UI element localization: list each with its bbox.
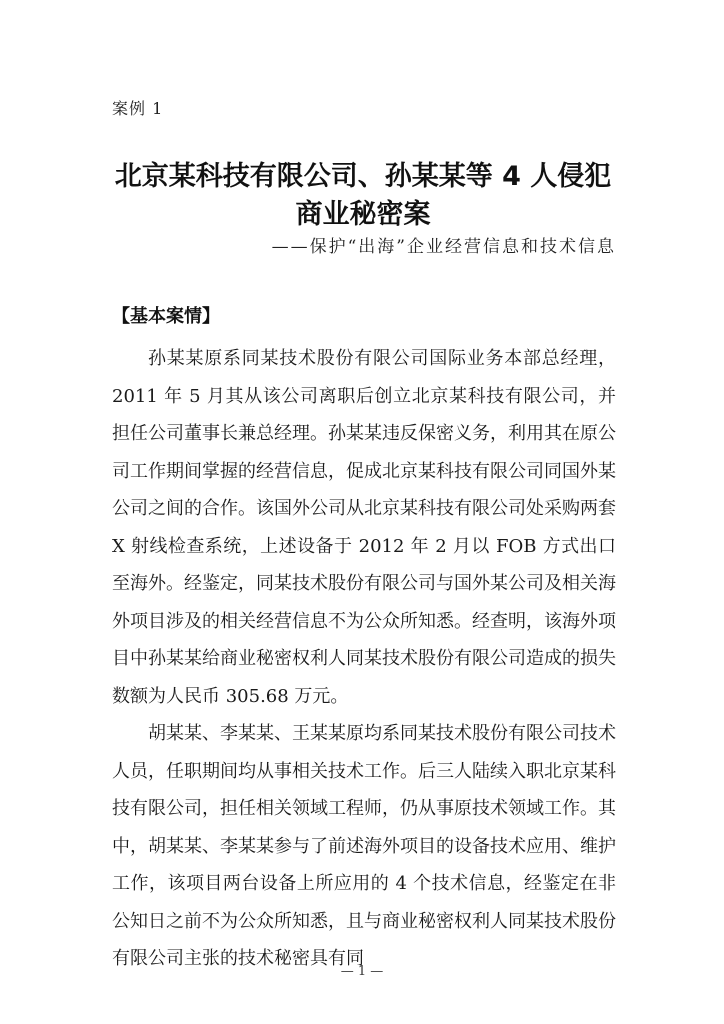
paragraph: 胡某某、李某某、王某某原均系同某技术股份有限公司技术人员，任职期间均从事相关技术工作。后三人陆续入职北京某科技有限公司，担任相关领域工程师，仍从事原技术领域工作。其中，胡某某、李某某参与了前述海外项目的设备技术应用、维护工作，该项目两台设备上所应用的 4 个技术信息，经鉴定在非公知日之前不为公众所知悉，且与商业秘密权利人同某技术股份有限公司主张的技术秘密具有同 — [112, 723, 616, 969]
document-subtitle: ——保护“出海”企业经营信息和技术信息 — [271, 237, 616, 257]
body-text — [112, 340, 616, 978]
page-number: — 1 — — [340, 964, 384, 979]
document-title: 北京某科技有限公司、孙某某等 4 人侵犯商业秘密案 — [114, 161, 612, 230]
paragraph: 孙某某原系同某技术股份有限公司国际业务本部总经理，2011 年 5 月其从该公司离职后创立北京某科技有限公司，并担任公司董事长兼总经理。孙某某违反保密义务，利用其在原公司工作期间掌握的经营信息，促成北京某科技有限公司同国外某公司之间的合作。该国外公司从北京某科技有限公司处采购两套 X 射线检查系统，上述设备于 2012 年 2 月以 FOB 方式出口至海外。经鉴定，同某技术股份有限公司与国外某公司及相关海外项目涉及的相关经营信息不为公众所知悉。经查明，该海外项目中孙某某给商业秘密权利人同某技术股份有限公司造成的损失数额为人民币 305.68 万元。 — [112, 348, 616, 707]
section-heading-basic-facts: 【基本案情】 — [112, 306, 220, 327]
case-label: 案例 1 — [112, 99, 164, 118]
